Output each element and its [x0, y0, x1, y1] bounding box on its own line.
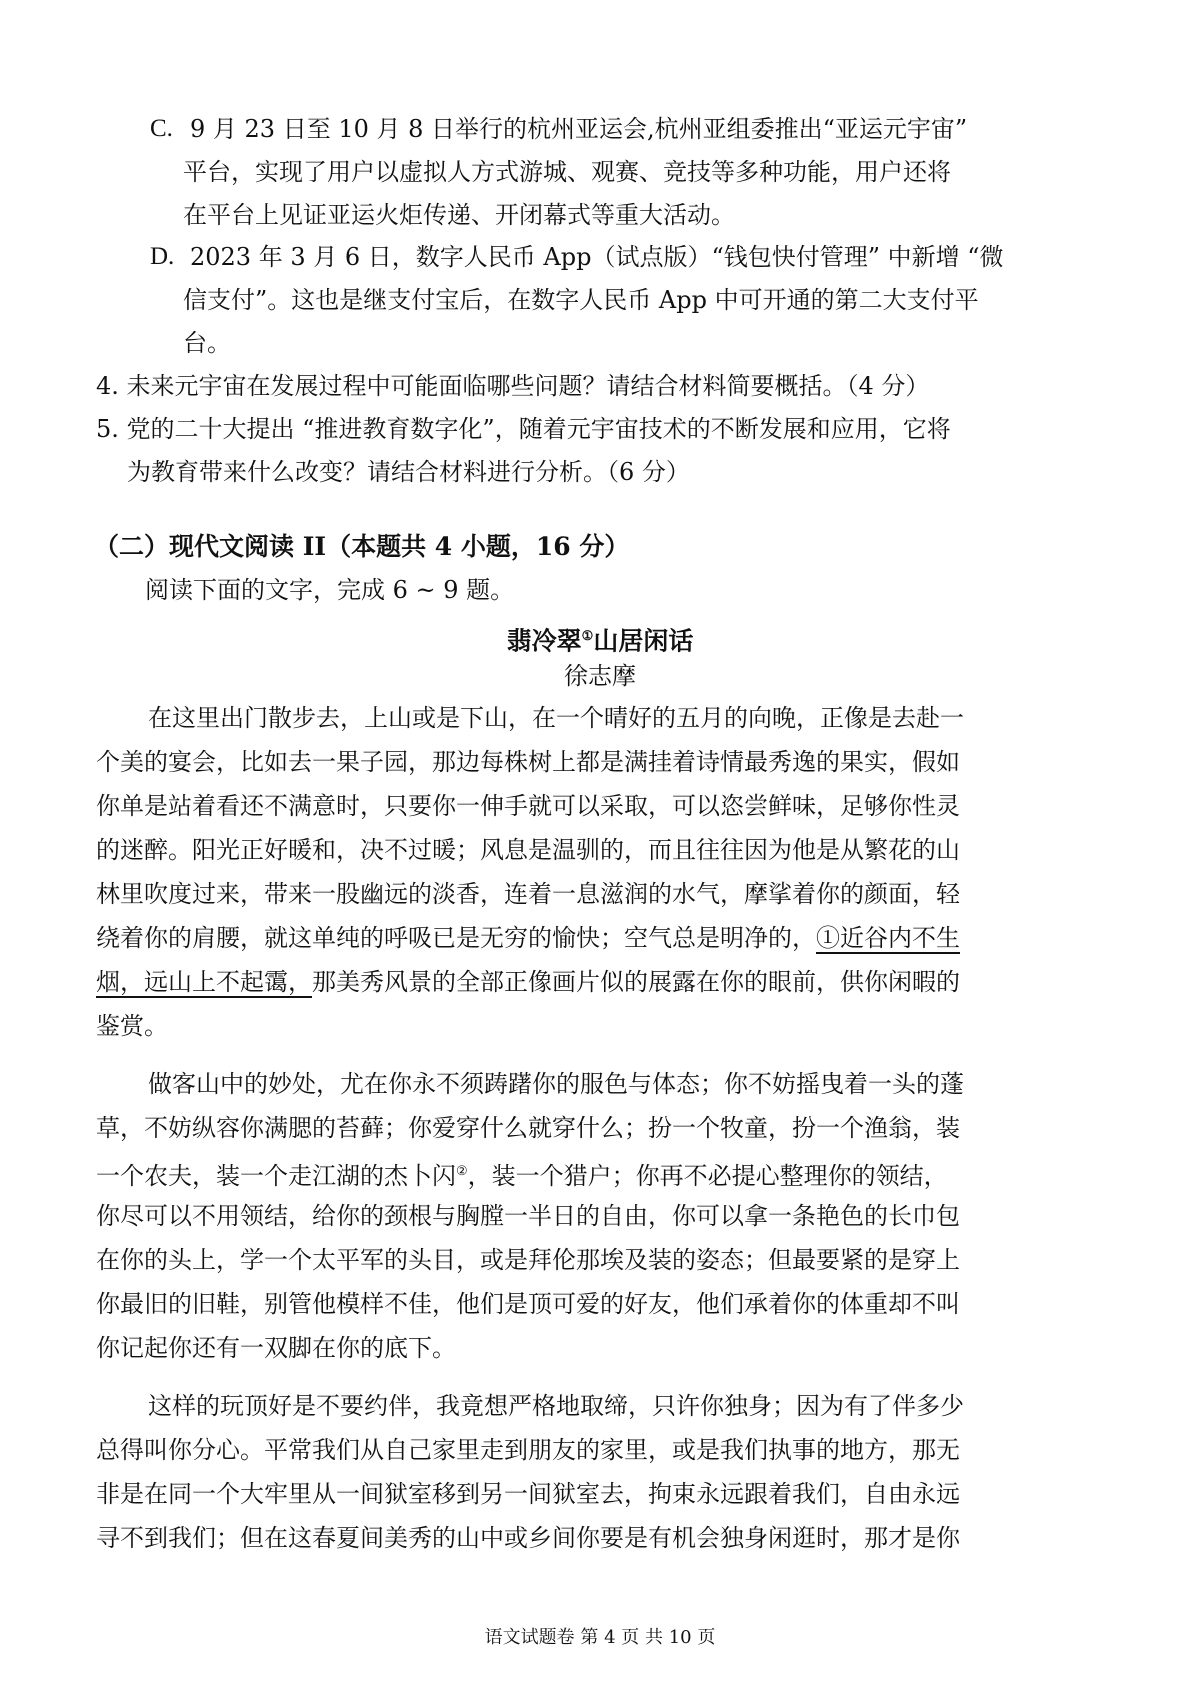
paragraph-1-line-2: 个美的宴会，比如去一果子园，那边每株树上都是满挂着诗情最秀逸的果实，假如: [96, 748, 960, 776]
article-author: 徐志摩: [564, 662, 636, 690]
paragraph-3-line-2: 总得叫你分心。平常我们从自己家里走到朋友的家里，或是我们执事的地方，那无: [96, 1436, 960, 1464]
paragraph-2-line-4: 你尽可以不用领结，给你的颈根与胸膛一半日的自由，你可以拿一条艳色的长巾包: [96, 1202, 960, 1230]
article-title: [0, 620, 1200, 658]
underlined-sentence-1-start: ①近谷内不生: [816, 924, 960, 952]
paragraph-1-line-7: [96, 965, 960, 999]
underlined-sentence-1-end: 烟，远山上不起霭，: [96, 968, 312, 996]
paragraph-2-line-2: 草，不妨纵容你满腮的苔藓；你爱穿什么就穿什么；扮一个牧童，扮一个渔翁，装: [96, 1114, 960, 1142]
question-4: 4. 未来元宇宙在发展过程中可能面临哪些问题？请结合材料简要概括。（4 分）: [96, 372, 930, 400]
paragraph-2-line-3-before: 一个农夫，装一个走江湖的杰卜闪: [96, 1162, 456, 1190]
paragraph-2-line-6: 你最旧的旧鞋，别管他模样不佳，他们是顶可爱的好友，他们承着你的体重却不叫: [96, 1290, 960, 1318]
paragraph-1-line-5: 林里吹度过来，带来一股幽远的淡香，连着一息滋润的水气，摩挲着你的颜面，轻: [96, 880, 960, 908]
paragraph-3-line-4: 寻不到我们；但在这春夏间美秀的山中或乡间你要是有机会独身闲逛时，那才是你: [96, 1524, 960, 1552]
paragraph-1-line-7-text: 那美秀风景的全部正像画片似的展露在你的眼前，供你闲暇的: [312, 968, 960, 996]
paragraph-1-line-1: 在这里出门散步去，上山或是下山，在一个晴好的五月的向晚，正像是去赴一: [148, 704, 964, 732]
paragraph-2-line-3-after: ，装一个猎户；你再不必提心整理你的领结，: [467, 1162, 948, 1190]
section-instruction: 阅读下面的文字，完成 6 ~ 9 题。: [145, 576, 515, 604]
page-footer: 语文试题卷 第 4 页 共 10 页: [484, 1627, 716, 1648]
option-d-line-3: 台。: [183, 329, 231, 357]
option-c-line-1: 9 月 23 日至 10 月 8 日举行的杭州亚运会,杭州亚组委推出“亚运元宇宙”: [190, 115, 968, 143]
paragraph-2-line-7: 你记起你还有一双脚在你的底下。: [96, 1334, 456, 1362]
paragraph-1-line-3: 你单是站着看还不满意时，只要你一伸手就可以采取，可以恣尝鲜味，足够你性灵: [96, 792, 960, 820]
question-5-line-2: 为教育带来什么改变？请结合材料进行分析。（6 分）: [127, 458, 690, 486]
article-title-main: 翡冷翠: [506, 626, 582, 656]
paragraph-2-line-3: [96, 1155, 948, 1193]
paragraph-3-line-1: 这样的玩顶好是不要约伴，我竟想严格地取缔，只许你独身；因为有了伴多少: [148, 1392, 964, 1420]
option-d-line-2: 信支付”。这也是继支付宝后，在数字人民币 App 中可开通的第二大支付平: [183, 286, 979, 314]
option-c-line-3: 在平台上见证亚运火炬传递、开闭幕式等重大活动。: [183, 201, 735, 229]
option-c-line-2: 平台，实现了用户以虚拟人方式游城、观赛、竞技等多种功能，用户还将: [183, 158, 951, 186]
question-5-line-1: 5. 党的二十大提出 “推进教育数字化”，随着元宇宙技术的不断发展和应用，它将: [96, 415, 951, 443]
paragraph-2-line-1: 做客山中的妙处，尤在你永不须踌躇你的服色与体态；你不妨摇曳着一头的蓬: [148, 1070, 964, 1098]
paragraph-1-line-8: 鉴赏。: [96, 1012, 168, 1040]
option-d-line-1: 2023 年 3 月 6 日，数字人民币 App（试点版）“钱包快付管理” 中新增 “微: [190, 243, 1004, 271]
footnote-marker-2: ②: [456, 1164, 468, 1179]
article-title-rest: 山居闲话: [593, 626, 694, 656]
footnote-marker-1: ①: [581, 629, 594, 644]
option-c-label: C.: [150, 115, 173, 142]
paragraph-3-line-3: 非是在同一个大牢里从一间狱室移到另一间狱室去，拘束永远跟着我们，自由永远: [96, 1480, 960, 1508]
paragraph-1-line-4: 的迷醉。阳光正好暖和，决不过暖；风息是温驯的，而且往往因为他是从繁花的山: [96, 836, 960, 864]
section-heading: （二）现代文阅读 II（本题共 4 小题，16 分）: [94, 532, 630, 561]
paragraph-1-line-6-text: 绕着你的肩腰，就这单纯的呼吸已是无穷的愉快；空气总是明净的，: [96, 924, 816, 952]
option-d-label: D.: [150, 243, 175, 270]
paragraph-2-line-5: 在你的头上，学一个太平军的头目，或是拜伦那埃及装的姿态；但最要紧的是穿上: [96, 1246, 960, 1274]
paragraph-1-line-6: [96, 921, 960, 955]
